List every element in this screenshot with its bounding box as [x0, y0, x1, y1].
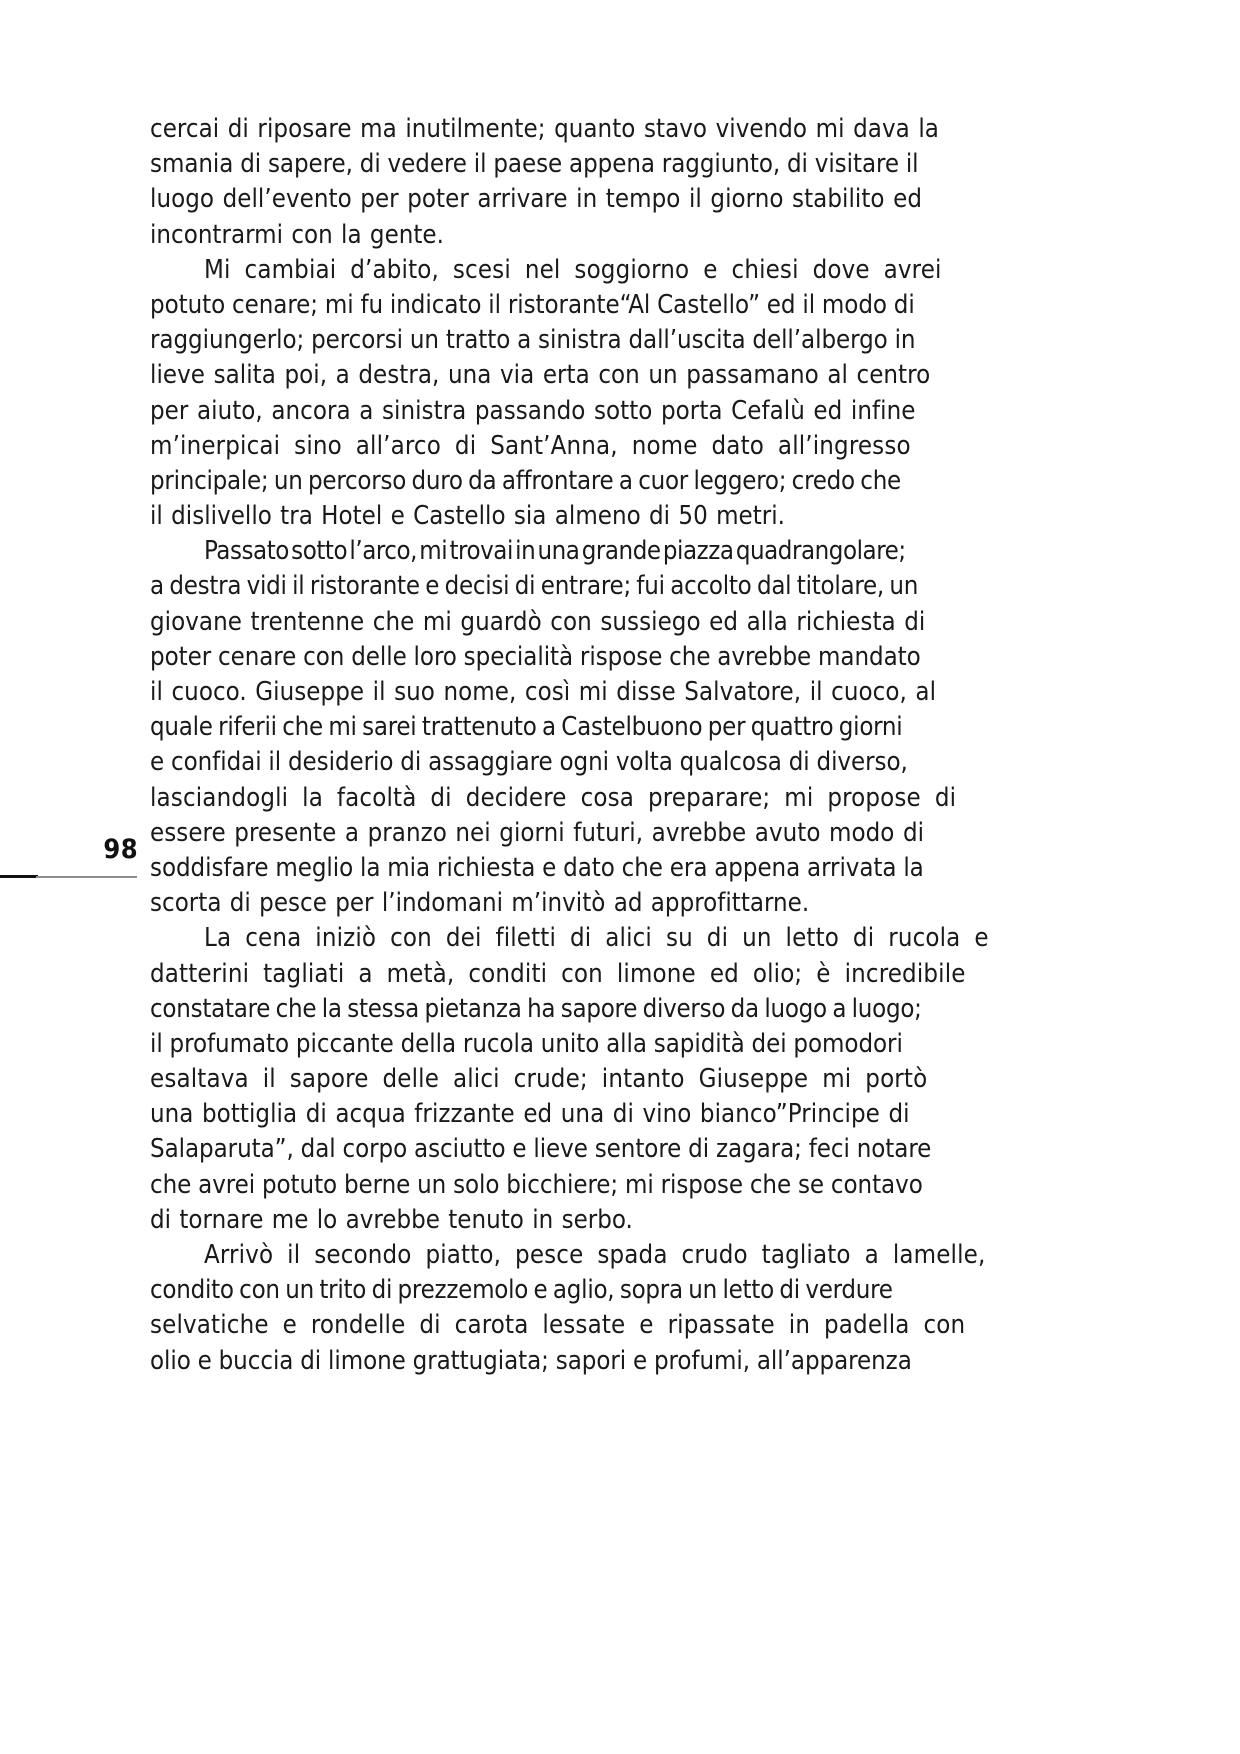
text-line: Salaparuta”, dal corpo asciutto e lieve sentore di zagara; feci notare — [150, 1134, 932, 1165]
text-line: e confidai il desiderio di assaggiare ogni volta qualcosa di diverso, — [150, 747, 908, 778]
text-line: soddisfare meglio la mia richiesta e dato che era appena arrivata la — [150, 852, 924, 883]
paragraph — [150, 534, 962, 921]
text-line: incontrarmi con la gente. — [150, 219, 444, 250]
text-line: lasciandogli la facoltà di decidere cosa preparare; mi propose di — [150, 782, 957, 813]
text-line — [150, 1238, 986, 1273]
paragraph — [150, 921, 989, 1238]
text-line: per aiuto, ancora a sinistra passando sotto porta Cefalù ed infine — [150, 395, 916, 426]
text-line: datterini tagliati a metà, conditi con limone ed olio; è incredibile — [150, 958, 966, 989]
text-line: m’inerpicai sino all’arco di Sant’Anna, nome dato all’ingresso — [150, 430, 911, 461]
folio-block — [0, 836, 138, 880]
text-line — [150, 534, 962, 569]
text-line: giovane trentenne che mi guardò con sussiego ed alla richiesta di — [150, 606, 926, 637]
text-line: cercai di riposare ma inutilmente; quanto stavo vivendo mi dava la — [150, 114, 939, 144]
text-line: condito con un trito di prezzemolo e aglio, sopra un letto di verdure — [150, 1275, 893, 1306]
paragraph — [150, 112, 962, 253]
text-line: scorta di pesce per l’indomani m’invitò ad approfittarne. — [150, 888, 810, 919]
line-text: Arrivò il secondo piatto, pesce spada crudo tagliato a lamelle, — [204, 1240, 986, 1270]
line-text: La cena iniziò con dei filetti di alici su di un letto di rucola e — [204, 923, 989, 954]
text-line: principale; un percorso duro da affrontare a cuor leggero; credo che — [150, 465, 901, 496]
paragraph — [150, 253, 962, 535]
text-line: essere presente a pranzo nei giorni futuri, avrebbe avuto modo di — [150, 817, 925, 848]
text-column — [150, 112, 989, 1379]
text-line: smania di sapere, di vedere il paese appena raggiunto, di visitare il — [150, 149, 919, 180]
text-line: una bottiglia di acqua frizzante ed una di vino bianco”Principe di — [150, 1099, 910, 1130]
text-line: esaltava il sapore delle alici crude; intanto Giuseppe mi portò — [150, 1064, 928, 1095]
text-line: constatare che la stessa pietanza ha sapore diverso da luogo a luogo; — [150, 993, 922, 1024]
text-line: olio e buccia di limone grattugiata; sapori e profumi, all’apparenza — [150, 1345, 912, 1376]
text-line: poter cenare con delle loro specialità rispose che avrebbe mandato — [150, 641, 921, 672]
text-line: che avrei potuto berne un solo bicchiere; mi rispose che se contavo — [150, 1169, 923, 1200]
folio-rule-light — [36, 876, 137, 878]
text-line: di tornare me lo avrebbe tenuto in serbo. — [150, 1204, 633, 1235]
paragraph — [150, 1238, 986, 1379]
text-line: raggiungerlo; percorsi un tratto a sinistra dall’uscita dell’albergo in — [150, 325, 916, 356]
text-line — [150, 921, 989, 956]
folio-rule-dark — [0, 875, 38, 878]
text-line: luogo dell’evento per poter arrivare in tempo il giorno stabilito ed — [150, 184, 923, 215]
text-line — [150, 253, 962, 288]
text-line: selvatiche e rondelle di carota lessate e ripassate in padella con — [150, 1310, 966, 1341]
line-text: Mi cambiai d’abito, scesi nel soggiorno e chiesi dove avrei — [204, 254, 942, 285]
text-line: il dislivello tra Hotel e Castello sia almeno di 50 metri. — [150, 501, 785, 532]
text-line: il profumato piccante della rucola unito alla sapidità dei pomodori — [150, 1028, 903, 1059]
text-line: il cuoco. Giuseppe il suo nome, così mi disse Salvatore, il cuoco, al — [150, 677, 937, 707]
text-line: lieve salita poi, a destra, una via erta con un passamano al centro — [150, 360, 931, 391]
text-line: quale riferii che mi sarei trattenuto a Castelbuono per quattro giorni — [150, 712, 903, 743]
text-line: potuto cenare; mi fu indicato il ristorante“Al Castello” ed il modo di — [150, 289, 915, 320]
line-text: Passato sotto l’arco, mi trovai in una grande piazza quadrangolare; — [204, 536, 906, 567]
text-line: a destra vidi il ristorante e decisi di entrare; fui accolto dal titolare, un — [150, 571, 919, 602]
page-number: 98 — [103, 834, 138, 865]
